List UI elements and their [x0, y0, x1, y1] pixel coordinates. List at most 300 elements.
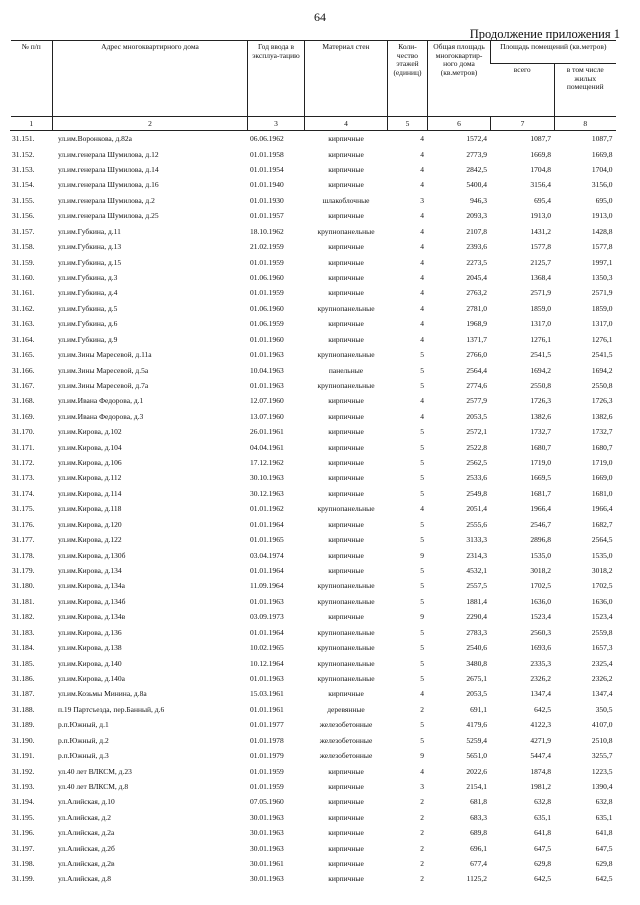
premises-total-cell: 1669,5 [530, 473, 551, 483]
total-area-cell: 2564,4 [466, 365, 487, 375]
floors-cell: 2 [420, 843, 424, 853]
year-cell: 01.01.1940 [250, 180, 284, 190]
year-cell: 17.12.1962 [250, 458, 284, 468]
floors-cell: 9 [420, 751, 424, 761]
total-area-cell: 5400,4 [466, 180, 487, 190]
material-cell: крупнопанельные [317, 350, 375, 360]
premises-total-cell: 1874,8 [530, 766, 551, 776]
total-area-cell: 3133,3 [466, 535, 487, 545]
header-total-area: Общая площадь многоквартир-ного дома (кв.метров) [428, 41, 491, 117]
total-area-cell: 2781,0 [466, 303, 487, 313]
floors-cell: 4 [420, 689, 424, 699]
address-cell: ул.им.Козьмы Минина, д.8а [58, 689, 147, 699]
year-cell: 30.01.1961 [250, 859, 284, 869]
address-cell: ул.им.Кирова, д.134в [58, 612, 126, 622]
premises-total-cell: 2125,7 [530, 257, 551, 267]
row-number: 31.186. [12, 673, 35, 683]
material-cell: кирпичные [328, 612, 364, 622]
row-number: 31.153. [12, 165, 35, 175]
premises-living-cell: 1382,6 [591, 411, 613, 421]
address-cell: ул.им.Ивана Федорова, д.1 [58, 396, 144, 406]
material-cell: кирпичные [328, 427, 364, 437]
premises-living-cell: 2325,4 [591, 658, 613, 668]
table-row [11, 609, 616, 624]
row-number: 31.161. [12, 288, 35, 298]
total-area-cell: 2555,6 [466, 519, 487, 529]
total-area-cell: 2675,1 [466, 673, 487, 683]
total-area-cell: 2273,5 [466, 257, 487, 267]
premises-living-cell: 3018,2 [591, 566, 613, 576]
table-row [11, 331, 616, 346]
premises-living-cell: 632,8 [595, 797, 613, 807]
material-cell: железобетонные [319, 720, 373, 730]
total-area-cell: 2051,4 [466, 504, 487, 514]
year-cell: 01.01.1963 [250, 596, 284, 606]
year-cell: 01.01.1958 [250, 149, 284, 159]
row-number: 31.188. [12, 704, 35, 714]
row-number: 31.154. [12, 180, 35, 190]
premises-total-cell: 1681,7 [530, 488, 551, 498]
address-cell: ул.Алийская, д.10 [58, 797, 115, 807]
premises-living-cell: 635,1 [595, 812, 613, 822]
floors-cell: 3 [420, 781, 424, 791]
table-row [11, 532, 616, 547]
premises-living-cell: 629,8 [595, 859, 613, 869]
total-area-cell: 2093,3 [466, 211, 487, 221]
total-area-cell: 1881,4 [466, 596, 487, 606]
table-row [11, 177, 616, 192]
table-row [11, 470, 616, 485]
year-cell: 01.01.1954 [250, 165, 284, 175]
table-row [11, 224, 616, 239]
premises-total-cell: 5447,4 [530, 751, 551, 761]
address-cell: ул.Алийская, д.2б [58, 843, 115, 853]
year-cell: 21.02.1959 [250, 242, 284, 252]
address-cell: ул.Алийская, д.2в [58, 859, 115, 869]
material-cell: кирпичные [328, 273, 364, 282]
year-cell: 01.01.1964 [250, 627, 284, 637]
premises-total-cell: 641,8 [534, 828, 551, 838]
row-number: 31.167. [12, 380, 35, 390]
total-area-cell: 1968,9 [466, 319, 487, 329]
header-premises-living: в том числе жилых помещений [555, 64, 616, 117]
premises-total-cell: 1859,0 [530, 303, 551, 313]
premises-total-cell: 4122,3 [530, 720, 551, 730]
material-cell: кирпичные [328, 411, 364, 421]
premises-living-cell: 350,5 [595, 704, 613, 714]
table-row [11, 871, 616, 886]
row-number: 31.152. [12, 149, 35, 159]
year-cell: 10.04.1963 [250, 365, 284, 375]
total-area-cell: 683,3 [470, 812, 487, 822]
premises-living-cell: 1702,5 [591, 581, 613, 591]
premises-living-cell: 1669,0 [591, 473, 613, 483]
premises-living-cell: 695,0 [595, 195, 613, 205]
table-row [11, 517, 616, 532]
total-area-cell: 5259,4 [466, 735, 487, 745]
year-cell: 01.01.1965 [250, 535, 284, 545]
material-cell: кирпичные [328, 134, 364, 144]
premises-living-cell: 1276,1 [591, 334, 613, 344]
column-number: 4 [305, 117, 388, 131]
year-cell: 30.10.1963 [250, 473, 284, 483]
row-number: 31.172. [12, 458, 35, 468]
year-cell: 13.07.1960 [250, 411, 284, 421]
row-number: 31.158. [12, 242, 35, 252]
buildings-table [10, 40, 616, 887]
row-number: 31.194. [12, 797, 35, 807]
table-row [11, 563, 616, 578]
address-cell: ул.им.Губкина, д.4 [58, 288, 118, 298]
premises-total-cell: 2896,8 [530, 535, 551, 545]
table-row [11, 625, 616, 640]
total-area-cell: 2290,4 [466, 612, 487, 622]
premises-total-cell: 1636,0 [530, 596, 551, 606]
premises-living-cell: 2564,5 [591, 535, 613, 545]
premises-living-cell: 2559,8 [591, 627, 613, 637]
total-area-cell: 2314,3 [466, 550, 487, 560]
total-area-cell: 2154,1 [466, 781, 487, 791]
address-cell: ул.им.Кирова, д.140 [58, 658, 122, 668]
column-number: 5 [388, 117, 428, 131]
year-cell: 15.03.1961 [250, 689, 284, 699]
material-cell: крупнопанельные [317, 303, 375, 313]
floors-cell: 2 [420, 859, 424, 869]
total-area-cell: 2533,6 [466, 473, 487, 483]
premises-living-cell: 1680,7 [591, 442, 613, 452]
table-row [11, 270, 616, 285]
total-area-cell: 2562,5 [466, 458, 487, 468]
floors-cell: 4 [420, 226, 424, 236]
premises-total-cell: 3018,2 [530, 566, 551, 576]
row-number: 31.196. [12, 828, 35, 838]
premises-living-cell: 1859,0 [591, 303, 613, 313]
material-cell: кирпичные [328, 396, 364, 406]
column-number: 1 [11, 117, 53, 131]
row-number: 31.193. [12, 781, 35, 791]
total-area-cell: 2045,4 [466, 273, 487, 282]
year-cell: 01.06.1960 [250, 273, 284, 282]
row-number: 31.195. [12, 812, 35, 822]
address-cell: р.п.Южный, д.3 [58, 751, 109, 761]
row-number: 31.192. [12, 766, 35, 776]
table-row [11, 316, 616, 331]
table-row [11, 779, 616, 794]
premises-living-cell: 647,5 [595, 843, 613, 853]
header-address: Адрес многоквартирного дома [53, 41, 248, 117]
premises-total-cell: 1523,4 [530, 612, 551, 622]
material-cell: железобетонные [319, 751, 373, 761]
table-row [11, 424, 616, 439]
premises-living-cell: 1317,0 [591, 319, 613, 329]
premises-total-cell: 2541,5 [530, 350, 551, 360]
row-number: 31.191. [12, 751, 35, 761]
material-cell: крупнопанельные [317, 226, 375, 236]
address-cell: ул.Алийская, д.2 [58, 812, 112, 822]
floors-cell: 4 [420, 319, 424, 329]
table-row [11, 409, 616, 424]
address-cell: ул.им.генерала Шумилова, д.2 [58, 195, 155, 205]
column-number: 7 [491, 117, 555, 131]
premises-living-cell: 3156,0 [591, 180, 613, 190]
address-cell: ул.Алийская, д.2а [58, 828, 115, 838]
row-number: 31.174. [12, 488, 35, 498]
total-area-cell: 2393,6 [466, 242, 487, 252]
total-area-cell: 2842,5 [466, 165, 487, 175]
year-cell: 01.01.1959 [250, 781, 284, 791]
premises-total-cell: 1317,0 [530, 319, 551, 329]
column-number: 2 [53, 117, 248, 131]
material-cell: деревянные [327, 704, 365, 714]
floors-cell: 4 [420, 242, 424, 252]
premises-total-cell: 1719,0 [530, 458, 551, 468]
floors-cell: 4 [420, 273, 424, 282]
table-row [11, 301, 616, 316]
floors-cell: 5 [420, 596, 424, 606]
address-cell: ул.40 лет ВЛКСМ, д.8 [58, 781, 129, 791]
total-area-cell: 677,4 [470, 859, 487, 869]
material-cell: кирпичные [328, 874, 364, 884]
row-number: 31.175. [12, 504, 35, 514]
year-cell: 01.01.1964 [250, 519, 284, 529]
premises-total-cell: 1431,2 [530, 226, 551, 236]
total-area-cell: 2522,8 [466, 442, 487, 452]
address-cell: ул.им.Губкина, д.9 [58, 334, 118, 344]
address-cell: ул.им.генерала Шумилова, д.25 [58, 211, 159, 221]
floors-cell: 5 [420, 566, 424, 576]
premises-total-cell: 1669,8 [530, 149, 551, 159]
material-cell: кирпичные [328, 319, 364, 329]
total-area-cell: 2107,8 [466, 226, 487, 236]
row-number: 31.177. [12, 535, 35, 545]
material-cell: кирпичные [328, 566, 364, 576]
floors-cell: 3 [420, 195, 424, 205]
material-cell: кирпичные [328, 242, 364, 252]
table-row [11, 393, 616, 408]
premises-living-cell: 1669,8 [591, 149, 613, 159]
premises-living-cell: 2326,2 [591, 673, 613, 683]
column-number: 8 [555, 117, 616, 131]
header-floors: Коли-чество этажей (единиц) [388, 41, 428, 117]
floors-cell: 2 [420, 874, 424, 884]
table-row [11, 594, 616, 609]
table-row [11, 455, 616, 470]
material-cell: кирпичные [328, 165, 364, 175]
premises-living-cell: 2510,8 [591, 735, 613, 745]
table-row [11, 794, 616, 809]
year-cell: 01.01.1978 [250, 735, 284, 745]
material-cell: кирпичные [328, 828, 364, 838]
address-cell: ул.им.Губкина, д.6 [58, 319, 118, 329]
table-row [11, 501, 616, 516]
row-number: 31.182. [12, 612, 35, 622]
row-number: 31.184. [12, 643, 35, 653]
table-row [11, 748, 616, 763]
year-cell: 30.01.1963 [250, 843, 284, 853]
premises-total-cell: 635,1 [534, 812, 551, 822]
year-cell: 03.04.1974 [250, 550, 284, 560]
material-cell: крупнопанельные [317, 658, 375, 668]
address-cell: ул.им.Кирова, д.114 [58, 488, 122, 498]
premises-total-cell: 1347,4 [530, 689, 551, 699]
floors-cell: 5 [420, 458, 424, 468]
material-cell: крупнопанельные [317, 596, 375, 606]
table-row [11, 439, 616, 454]
total-area-cell: 2774,6 [466, 380, 487, 390]
floors-cell: 2 [420, 812, 424, 822]
floors-cell: 4 [420, 165, 424, 175]
address-cell: ул.им.Кирова, д.136 [58, 627, 122, 637]
floors-cell: 4 [420, 303, 424, 313]
premises-living-cell: 1732,7 [591, 427, 613, 437]
floors-cell: 4 [420, 180, 424, 190]
premises-living-cell: 1523,4 [591, 612, 613, 622]
material-cell: кирпичные [328, 797, 364, 807]
floors-cell: 5 [420, 350, 424, 360]
year-cell: 01.06.1959 [250, 319, 284, 329]
premises-living-cell: 1966,4 [591, 504, 613, 514]
year-cell: 10.02.1965 [250, 643, 284, 653]
year-cell: 06.06.1962 [250, 134, 284, 144]
address-cell: ул.им.Кирова, д.112 [58, 473, 122, 483]
row-number: 31.187. [12, 689, 35, 699]
material-cell: крупнопанельные [317, 380, 375, 390]
address-cell: ул.40 лет ВЛКСМ, д.23 [58, 766, 132, 776]
premises-living-cell: 1726,3 [591, 396, 613, 406]
material-cell: кирпичные [328, 473, 364, 483]
appendix-caption: Продолжение приложения 1 [469, 27, 620, 41]
premises-living-cell: 1694,2 [591, 365, 613, 375]
table-row [11, 840, 616, 855]
premises-total-cell: 1726,3 [530, 396, 551, 406]
material-cell: кирпичные [328, 781, 364, 791]
total-area-cell: 691,1 [470, 704, 487, 714]
year-cell: 01.01.1964 [250, 566, 284, 576]
premises-total-cell: 1368,4 [530, 273, 551, 282]
premises-living-cell: 4107,0 [591, 720, 613, 730]
premises-living-cell: 2571,9 [591, 288, 613, 298]
year-cell: 30.01.1963 [250, 828, 284, 838]
floors-cell: 5 [420, 735, 424, 745]
material-cell: кирпичные [328, 550, 364, 560]
premises-total-cell: 695,4 [534, 195, 551, 205]
address-cell: ул.им.Кирова, д.138 [58, 643, 122, 653]
total-area-cell: 2557,5 [466, 581, 487, 591]
material-cell: кирпичные [328, 288, 364, 298]
material-cell: кирпичные [328, 843, 364, 853]
year-cell: 01.01.1959 [250, 766, 284, 776]
table-row [11, 732, 616, 747]
total-area-cell: 4532,1 [466, 566, 487, 576]
premises-total-cell: 3156,4 [530, 180, 551, 190]
premises-total-cell: 1694,2 [530, 365, 551, 375]
premises-total-cell: 1680,7 [530, 442, 551, 452]
premises-total-cell: 1704,8 [530, 165, 551, 175]
material-cell: кирпичные [328, 766, 364, 776]
floors-cell: 4 [420, 149, 424, 159]
year-cell: 26.01.1961 [250, 427, 284, 437]
premises-living-cell: 1087,7 [591, 134, 613, 144]
table-row [11, 640, 616, 655]
premises-living-cell: 2550,8 [591, 380, 613, 390]
floors-cell: 5 [420, 535, 424, 545]
premises-total-cell: 629,8 [534, 859, 551, 869]
year-cell: 01.01.1963 [250, 350, 284, 360]
year-cell: 01.01.1957 [250, 211, 284, 221]
page-number: 64 [314, 10, 326, 24]
year-cell: 30.01.1963 [250, 812, 284, 822]
year-cell: 18.10.1962 [250, 226, 284, 236]
floors-cell: 5 [420, 365, 424, 375]
address-cell: ул.им.Губкина, д.5 [58, 303, 118, 313]
premises-total-cell: 2550,8 [530, 380, 551, 390]
address-cell: ул.им.Кирова, д.106 [58, 458, 122, 468]
premises-total-cell: 642,5 [534, 874, 551, 884]
address-cell: ул.им.Кирова, д.140а [58, 673, 125, 683]
floors-cell: 5 [420, 673, 424, 683]
address-cell: ул.им.Кирова, д.118 [58, 504, 122, 514]
material-cell: кирпичные [328, 519, 364, 529]
material-cell: кирпичные [328, 442, 364, 452]
table-row [11, 131, 616, 147]
total-area-cell: 2763,2 [466, 288, 487, 298]
year-cell: 04.04.1961 [250, 442, 284, 452]
table-row [11, 655, 616, 670]
row-number: 31.168. [12, 396, 35, 406]
address-cell: ул.им.Зины Маресевой, д.5а [58, 365, 149, 375]
floors-cell: 5 [420, 519, 424, 529]
row-number: 31.157. [12, 226, 35, 236]
premises-total-cell: 1382,6 [530, 411, 551, 421]
row-number: 31.179. [12, 566, 35, 576]
premises-living-cell: 1913,0 [591, 211, 613, 221]
address-cell: ул.им.Губкина, д.15 [58, 257, 122, 267]
address-cell: ул.им.Кирова, д.104 [58, 442, 122, 452]
total-area-cell: 681,8 [470, 797, 487, 807]
address-cell: ул.им.Губкина, д.11 [58, 226, 121, 236]
header-year: Год ввода в эксплуа-тацию [248, 41, 305, 117]
row-number: 31.189. [12, 720, 35, 730]
row-number: 31.171. [12, 442, 35, 452]
floors-cell: 2 [420, 828, 424, 838]
premises-total-cell: 647,5 [534, 843, 551, 853]
total-area-cell: 3480,8 [466, 658, 487, 668]
floors-cell: 4 [420, 396, 424, 406]
premises-total-cell: 1966,4 [530, 504, 551, 514]
table-row [11, 856, 616, 871]
row-number: 31.151. [12, 134, 35, 144]
floors-cell: 4 [420, 411, 424, 421]
address-cell: ул.им.Кирова, д.134б [58, 596, 126, 606]
material-cell: железобетонные [319, 735, 373, 745]
floors-cell: 5 [420, 442, 424, 452]
table-row [11, 717, 616, 732]
address-cell: п.19 Партсъезда, пер.Банный, д.6 [58, 704, 165, 714]
row-number: 31.169. [12, 411, 35, 421]
year-cell: 01.01.1963 [250, 673, 284, 683]
floors-cell: 4 [420, 288, 424, 298]
address-cell: ул.им.Губкина, д.13 [58, 242, 122, 252]
premises-living-cell: 1350,3 [591, 273, 613, 282]
year-cell: 30.12.1963 [250, 488, 284, 498]
material-cell: крупнопанельные [317, 581, 375, 591]
floors-cell: 5 [420, 627, 424, 637]
floors-cell: 9 [420, 612, 424, 622]
table-row [11, 810, 616, 825]
row-number: 31.178. [12, 550, 35, 560]
year-cell: 01.01.1960 [250, 334, 284, 344]
floors-cell: 5 [420, 581, 424, 591]
